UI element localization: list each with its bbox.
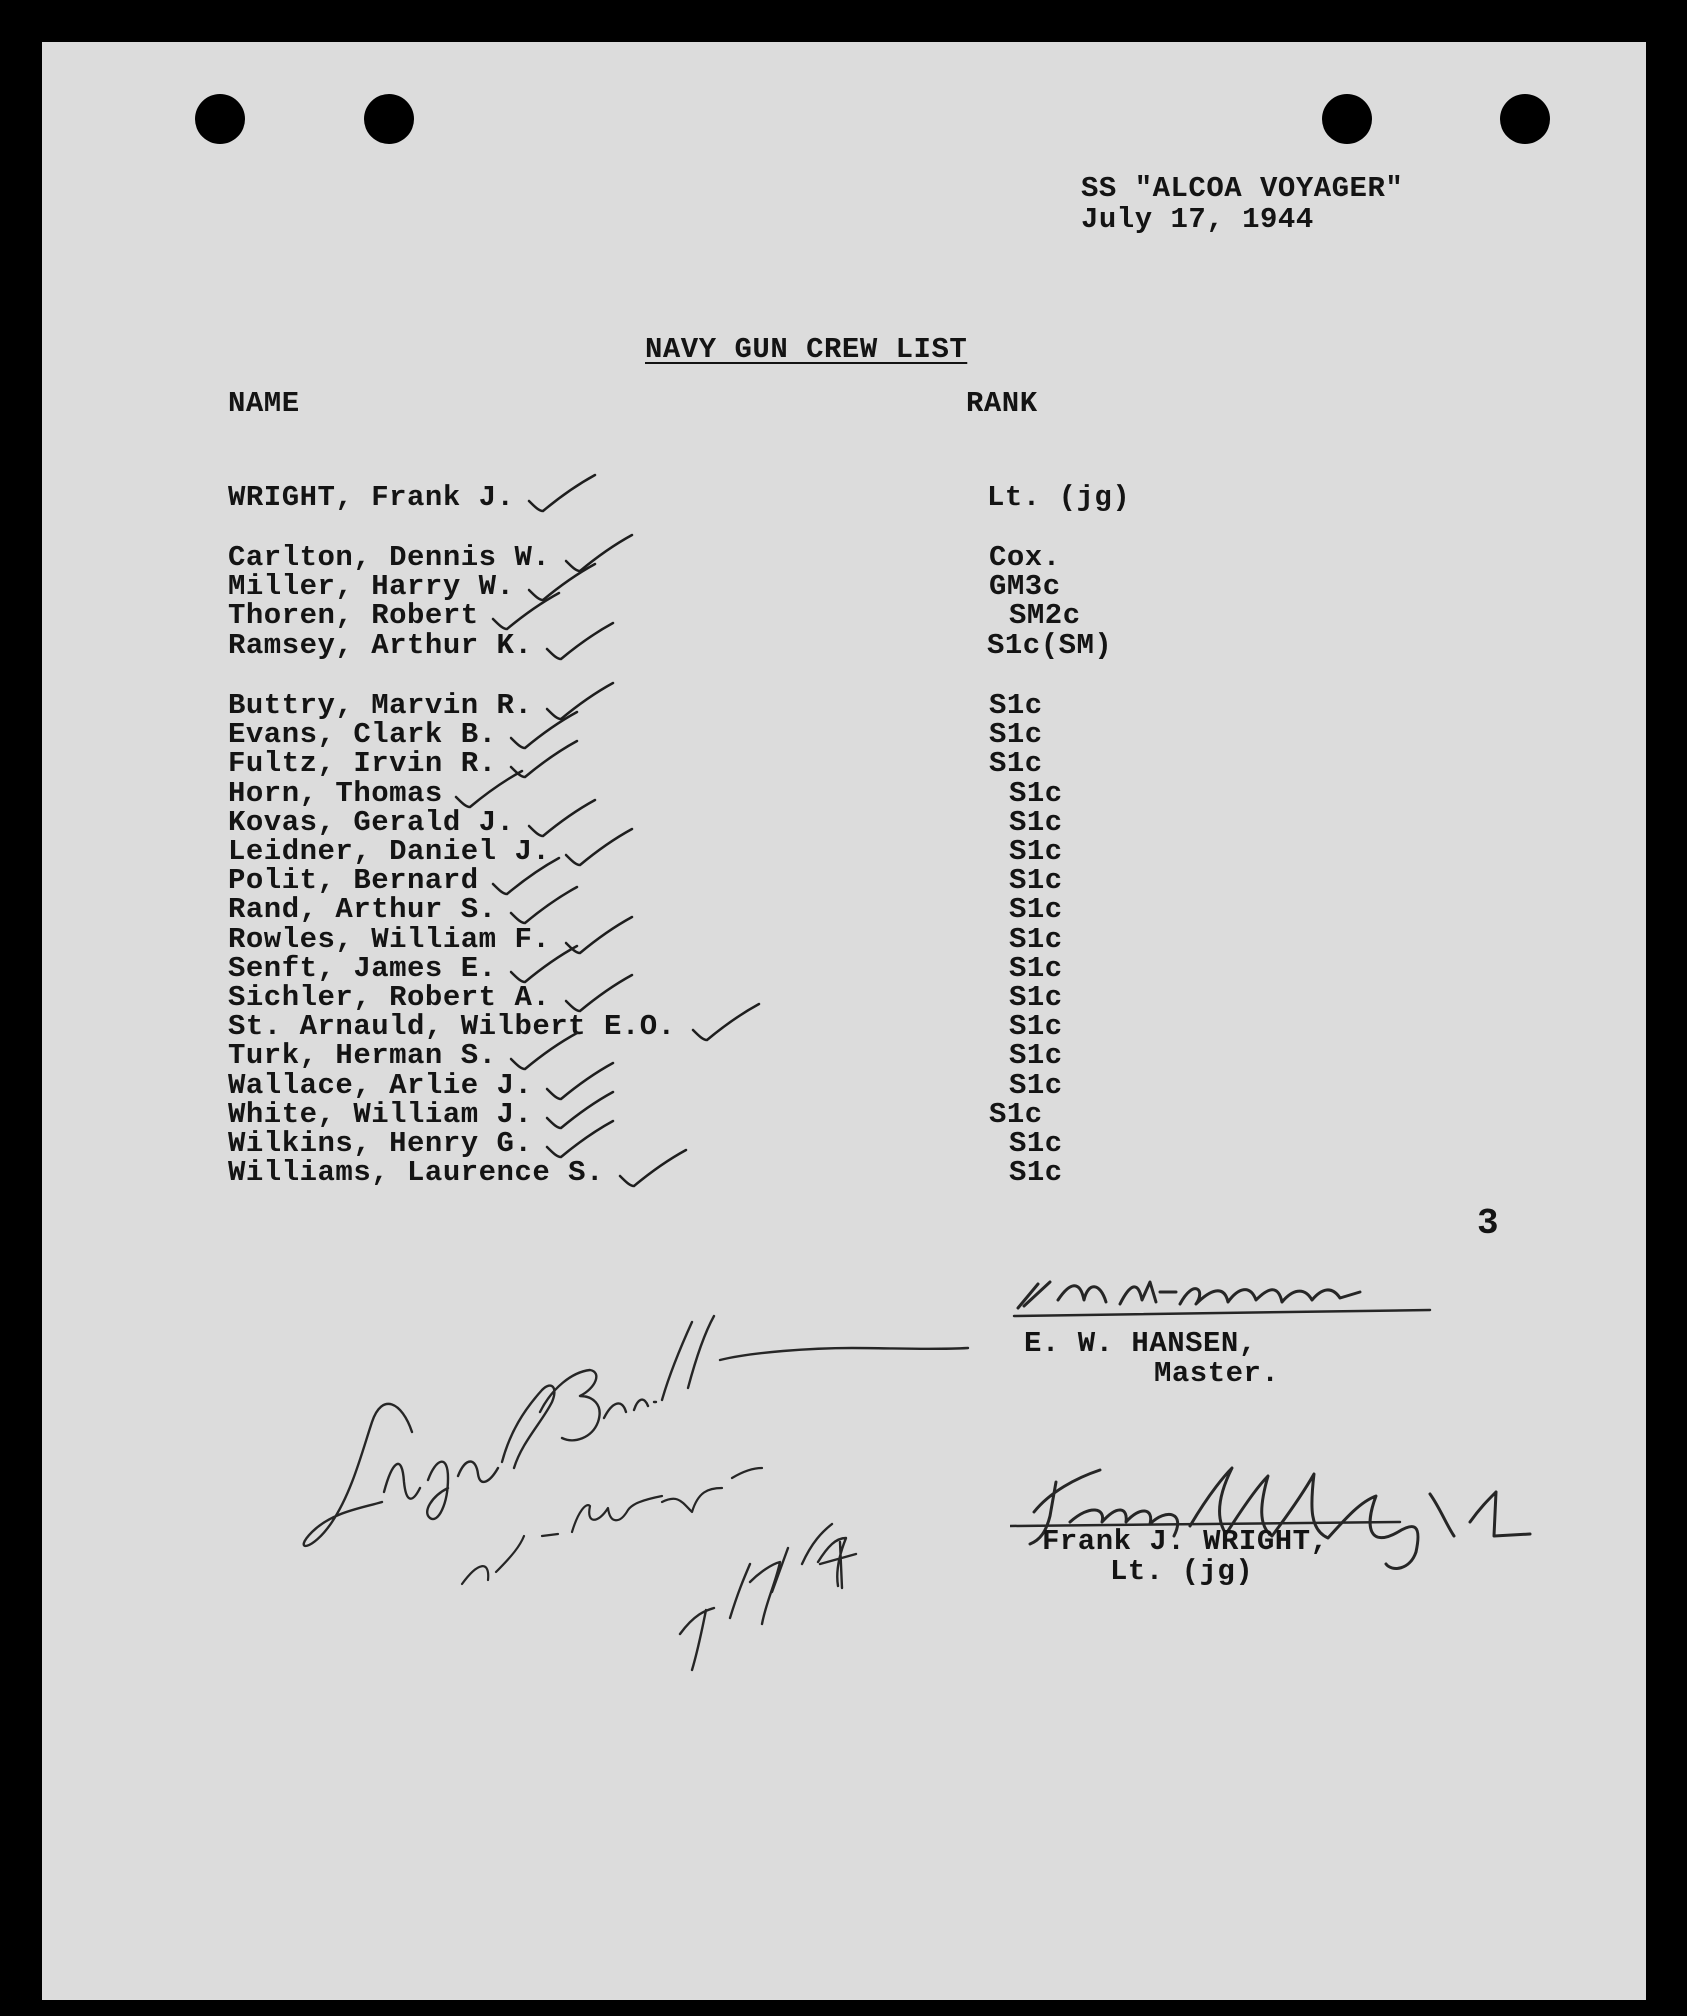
crew-rank: S1c (989, 1098, 1043, 1131)
crew-rank: S1c (1009, 1010, 1063, 1043)
crew-row (42, 572, 1646, 601)
crew-name: Evans, Clark B. (228, 718, 497, 751)
crew-rank: Cox. (989, 541, 1061, 574)
crew-name: Sichler, Robert A. (228, 981, 551, 1014)
officer-name: Frank J. WRIGHT, (1042, 1525, 1329, 1558)
crew-row (42, 895, 1646, 924)
crew-rank: S1c (1009, 923, 1063, 956)
crew-name: Buttry, Marvin R. (228, 689, 533, 722)
crew-name: Thoren, Robert (228, 599, 479, 632)
crew-row (42, 1012, 1646, 1041)
punch-hole (1322, 94, 1372, 144)
punch-hole (195, 94, 245, 144)
crew-name: Rowles, William F. (228, 923, 551, 956)
crew-rank: GM3c (989, 570, 1061, 603)
crew-name: Wallace, Arlie J. (228, 1069, 533, 1102)
crew-rank: S1c (1009, 1039, 1063, 1072)
crew-row (42, 1071, 1646, 1100)
crew-rank: S1c (989, 718, 1043, 751)
crew-name: Fultz, Irvin R. (228, 747, 497, 780)
crew-row (42, 983, 1646, 1012)
crew-name: Carlton, Dennis W. (228, 541, 551, 574)
column-header-name: NAME (228, 387, 300, 420)
crew-rank: S1c (1009, 893, 1063, 926)
crew-row (42, 808, 1646, 837)
crew-rank: S1c (1009, 806, 1063, 839)
ship-name: SS "ALCOA VOYAGER" (1081, 172, 1404, 205)
punch-hole (364, 94, 414, 144)
crew-row (42, 925, 1646, 954)
crew-name: WRIGHT, Frank J. (228, 481, 515, 514)
crew-rank: S1c (1009, 1069, 1063, 1102)
crew-name: Ramsey, Arthur K. (228, 629, 533, 662)
crew-name: St. Arnauld, Wilbert E.O. (228, 1010, 676, 1043)
crew-row (42, 954, 1646, 983)
officer-title: Lt. (jg) (1110, 1555, 1254, 1588)
handwritten-note (252, 1292, 972, 1712)
crew-rank: S1c (1009, 952, 1063, 985)
document-page (42, 42, 1646, 2000)
crew-rank: S1c(SM) (987, 629, 1113, 662)
page-number: 3 (1477, 1203, 1500, 1244)
crew-name: Rand, Arthur S. (228, 893, 497, 926)
crew-name: Kovas, Gerald J. (228, 806, 515, 839)
crew-name: Polit, Bernard (228, 864, 479, 897)
check-mark-icon (689, 1002, 769, 1046)
crew-row (42, 691, 1646, 720)
crew-rank: Lt. (jg) (987, 481, 1131, 514)
crew-row (42, 837, 1646, 866)
crew-row (42, 779, 1646, 808)
check-mark-icon (616, 1148, 696, 1192)
master-title: Master. (1154, 1357, 1280, 1390)
crew-rank: S1c (1009, 1127, 1063, 1160)
punch-hole (1500, 94, 1550, 144)
crew-name: Senft, James E. (228, 952, 497, 985)
crew-row (42, 866, 1646, 895)
crew-name: Miller, Harry W. (228, 570, 515, 603)
crew-rank: SM2c (1009, 599, 1081, 632)
crew-name: Wilkins, Henry G. (228, 1127, 533, 1160)
check-mark-icon (543, 621, 623, 665)
crew-row (42, 1100, 1646, 1129)
crew-row (42, 601, 1646, 630)
crew-row (42, 720, 1646, 749)
crew-row (42, 1129, 1646, 1158)
crew-row (42, 1158, 1646, 1187)
crew-name: Williams, Laurence S. (228, 1156, 604, 1189)
column-header-rank: RANK (966, 387, 1038, 420)
crew-row (42, 749, 1646, 778)
crew-rank: S1c (989, 689, 1043, 722)
crew-row (42, 483, 1646, 512)
crew-row (42, 631, 1646, 660)
crew-row (42, 543, 1646, 572)
crew-rank: S1c (989, 747, 1043, 780)
check-mark-icon (562, 827, 642, 871)
crew-name: White, William J. (228, 1098, 533, 1131)
hansen-signature (1010, 1270, 1490, 1330)
crew-rank: S1c (1009, 1156, 1063, 1189)
crew-rank: S1c (1009, 835, 1063, 868)
crew-name: Horn, Thomas (228, 777, 443, 810)
crew-rank: S1c (1009, 864, 1063, 897)
crew-rank: S1c (1009, 777, 1063, 810)
crew-rank: S1c (1009, 981, 1063, 1014)
page-title: NAVY GUN CREW LIST (645, 333, 968, 366)
crew-name: Turk, Herman S. (228, 1039, 497, 1072)
document-date: July 17, 1944 (1081, 203, 1314, 236)
crew-row (42, 1041, 1646, 1070)
crew-name: Leidner, Daniel J. (228, 835, 551, 868)
master-name: E. W. HANSEN, (1024, 1327, 1257, 1360)
check-mark-icon (525, 473, 605, 517)
